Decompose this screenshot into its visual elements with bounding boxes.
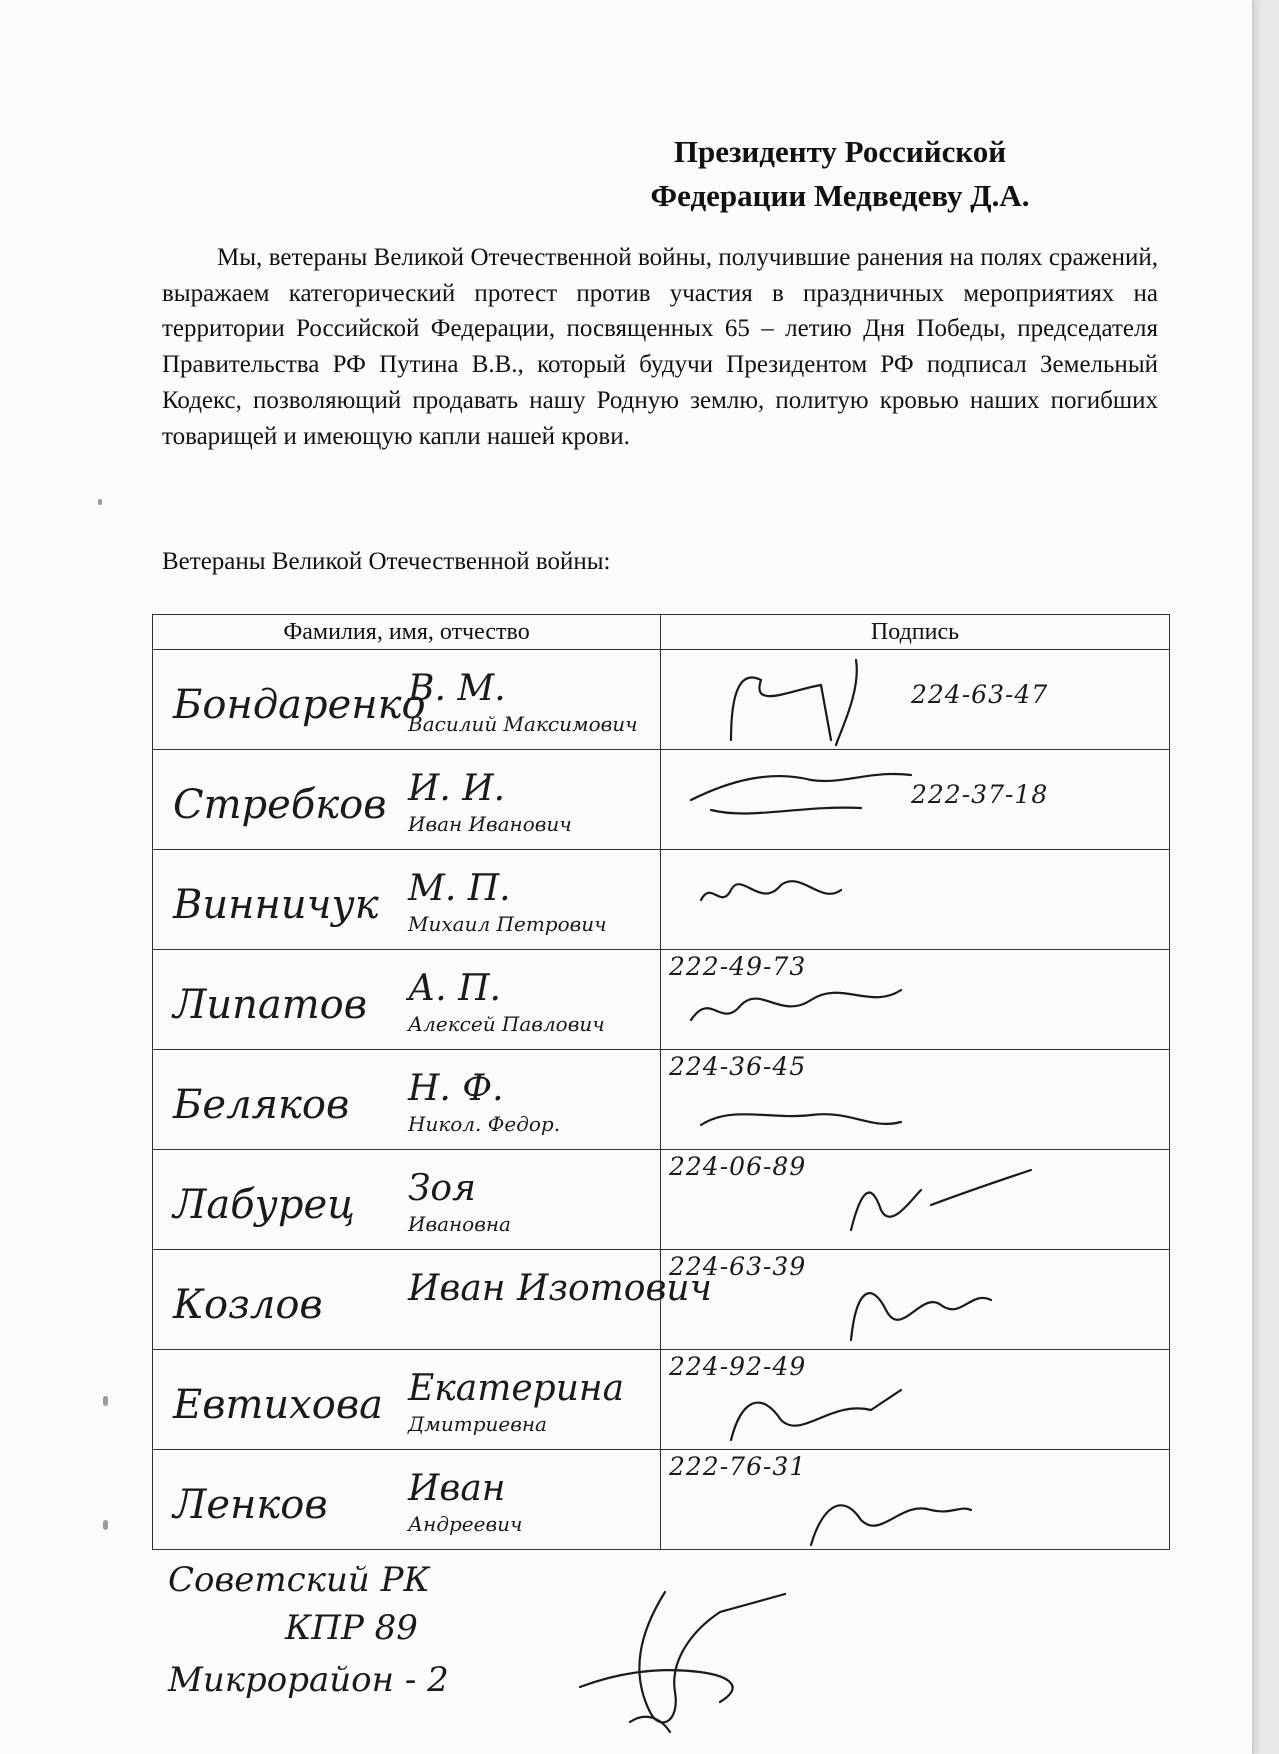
name-cell	[153, 1350, 661, 1450]
signature-cell	[661, 850, 1170, 950]
signature-cell	[661, 1150, 1170, 1250]
veteran-initials: Екатерина	[408, 1368, 625, 1409]
list-heading: Ветераны Великой Отечественной войны:	[162, 548, 611, 575]
table-row	[153, 850, 1170, 950]
veteran-fullname: Иван Иванович	[408, 812, 572, 836]
table-row	[153, 750, 1170, 850]
veteran-fullname: Василий Максимович	[408, 712, 638, 736]
veteran-fullname: Ивановна	[408, 1212, 511, 1236]
phone-number: 224-36-45	[669, 1052, 807, 1081]
signature-cell	[661, 750, 1170, 850]
table-row	[153, 1350, 1170, 1450]
signature-cell	[661, 1450, 1170, 1550]
veteran-fullname: Алексей Павлович	[408, 1012, 605, 1036]
veteran-initials: Н. Ф.	[408, 1068, 504, 1109]
header-signature: Подпись	[661, 615, 1170, 650]
veteran-surname: Ленков	[173, 1482, 328, 1528]
veteran-initials: В. М.	[408, 668, 506, 709]
addressee-block	[560, 130, 1120, 218]
table-row	[153, 950, 1170, 1050]
appeal-text: Мы, ветераны Великой Отечественной войны, получившие ранения на полях сражений, выражаем категорический протест против участия в праздничных мероприятиях на территории Российской Федерации, посвященных 65 – летию Дня Победы, председателя Правительства РФ Путина В.В., который будучи Президентом РФ подписал Земельный Кодекс, позволяющий продавать нашу Родную землю, политую кровью наших погибших товарищей и имеющую капли нашей крови.	[162, 244, 1158, 450]
table-row	[153, 1250, 1170, 1350]
footer-microdistrict: Микрорайон - 2	[168, 1660, 449, 1700]
addressee-line-2: Федерации Медведеву Д.А.	[650, 178, 1030, 213]
signature-cell	[661, 1250, 1170, 1350]
table-header-row	[153, 615, 1170, 650]
name-cell	[153, 1450, 661, 1550]
signature-cell	[661, 650, 1170, 750]
footer-signature	[570, 1572, 790, 1747]
phone-number: 222-49-73	[669, 952, 807, 981]
veteran-initials: Иван	[408, 1468, 506, 1509]
phone-number: 224-63-47	[911, 680, 1049, 709]
handwritten-signature	[671, 850, 1161, 950]
phone-number: 224-63-39	[669, 1252, 807, 1281]
name-cell	[153, 750, 661, 850]
veteran-initials: Иван Изотович	[408, 1268, 713, 1309]
name-cell	[153, 650, 661, 750]
addressee-line-1: Президенту Российской	[673, 134, 1007, 169]
veteran-fullname: Михаил Петрович	[408, 912, 607, 936]
phone-number: 222-37-18	[911, 780, 1049, 809]
veteran-initials: А. П.	[408, 968, 501, 1009]
phone-number: 222-76-31	[669, 1452, 807, 1481]
table-row	[153, 1450, 1170, 1550]
veteran-surname: Винничук	[173, 882, 379, 928]
header-name: Фамилия, имя, отчество	[153, 615, 661, 650]
footer-district: Советский РК	[168, 1560, 430, 1600]
footer-org: КПР 89	[285, 1608, 418, 1648]
table-row	[153, 650, 1170, 750]
name-cell	[153, 1250, 713, 1350]
veteran-surname: Бондаренко	[173, 682, 426, 728]
signature-cell	[661, 1050, 1170, 1150]
veteran-surname: Беляков	[173, 1082, 350, 1128]
name-cell	[153, 1050, 661, 1150]
table-row	[153, 1050, 1170, 1150]
veteran-initials: Зоя	[408, 1168, 476, 1209]
signature-cell	[661, 950, 1170, 1050]
signature-rows	[153, 650, 1170, 1550]
veteran-fullname: Андреевич	[408, 1512, 523, 1536]
veteran-initials: И. И.	[408, 768, 506, 809]
veteran-surname: Козлов	[173, 1282, 323, 1328]
table-row	[153, 1150, 1170, 1250]
phone-number: 224-06-89	[669, 1152, 807, 1181]
name-cell	[153, 1150, 661, 1250]
name-cell	[153, 850, 661, 950]
veteran-surname: Евтихова	[173, 1382, 383, 1428]
veteran-surname: Липатов	[173, 982, 368, 1028]
signature-table	[152, 614, 1170, 1550]
veteran-initials: М. П.	[408, 868, 511, 909]
veteran-fullname: Никол. Федор.	[408, 1112, 561, 1136]
veteran-fullname: Дмитриевна	[408, 1412, 547, 1436]
phone-number: 224-92-49	[669, 1352, 807, 1381]
signature-cell	[661, 1350, 1170, 1450]
veteran-surname: Стребков	[173, 782, 387, 828]
name-cell	[153, 950, 661, 1050]
veteran-surname: Лабурец	[173, 1182, 356, 1228]
